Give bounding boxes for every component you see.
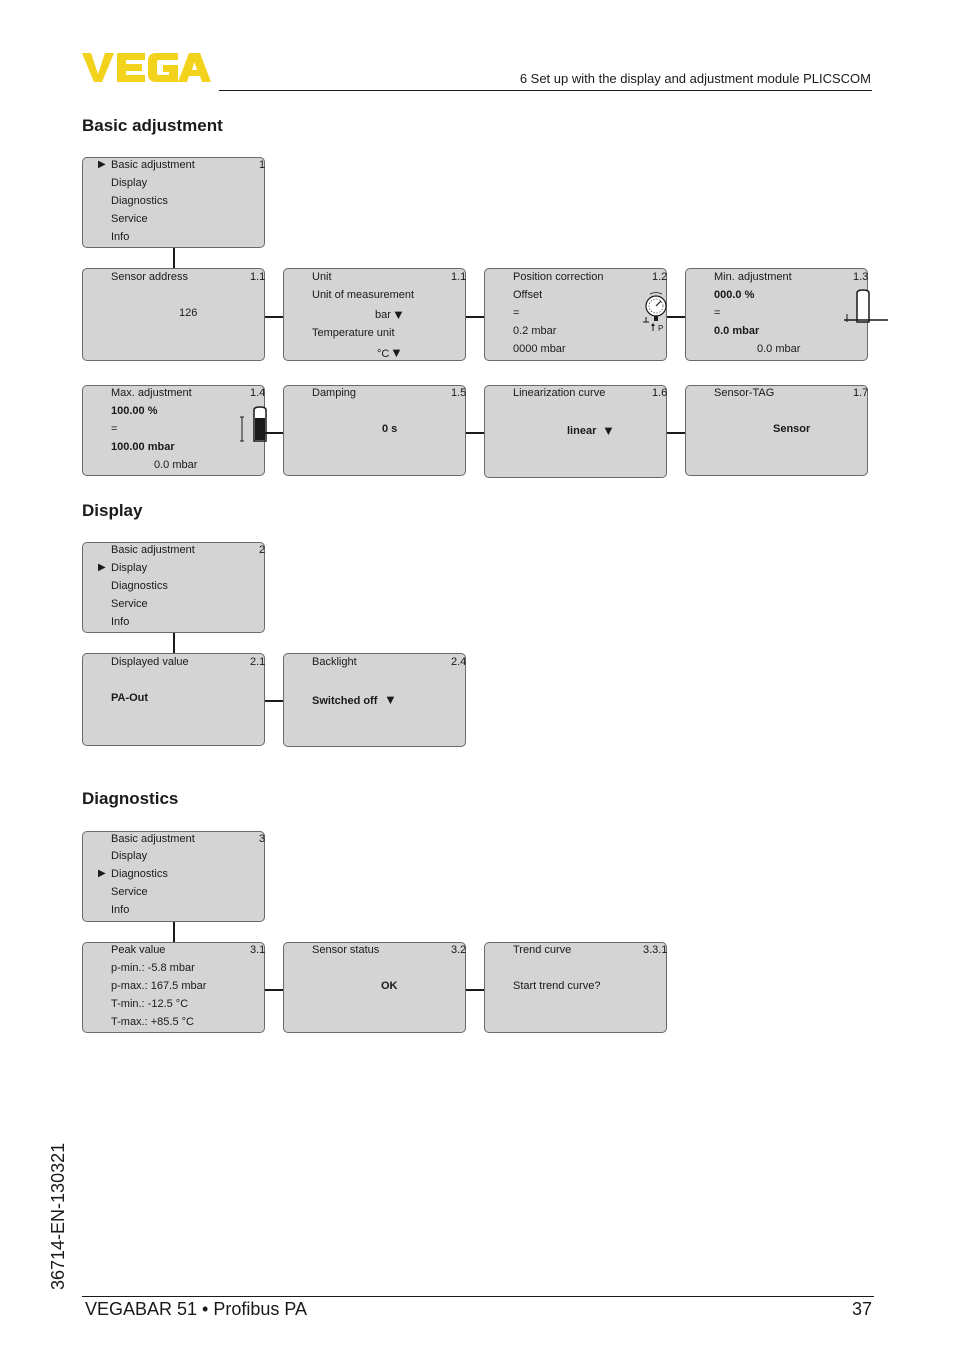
connector bbox=[466, 989, 485, 991]
box-title: Max. adjustment bbox=[111, 387, 192, 399]
connector bbox=[173, 248, 175, 269]
box-title: Displayed value bbox=[111, 656, 189, 668]
temp-unit-value: °C bbox=[377, 348, 390, 360]
unit-label: Unit of measurement bbox=[312, 289, 415, 301]
box-title: Peak value bbox=[111, 944, 166, 956]
box-number: 1.1 bbox=[250, 271, 266, 283]
menu-item: Info bbox=[111, 904, 130, 916]
menu-item: Service bbox=[111, 598, 148, 610]
menu-box-basic[interactable] bbox=[82, 157, 265, 248]
box-trend-curve[interactable] bbox=[484, 942, 667, 1033]
box-title: Damping bbox=[312, 387, 357, 399]
box-title: Sensor status bbox=[312, 944, 380, 956]
trend-prompt: Start trend curve? bbox=[513, 980, 601, 992]
connector bbox=[173, 922, 175, 943]
equals-sign: = bbox=[111, 423, 118, 435]
box-number: 3.3.1 bbox=[643, 944, 668, 956]
dropdown-icon: ▼ bbox=[384, 692, 397, 707]
box-number: 3.1 bbox=[250, 944, 266, 956]
box-title: Unit bbox=[312, 271, 332, 283]
box-number: 1.7 bbox=[853, 387, 869, 399]
box-title: Linearization curve bbox=[513, 387, 606, 399]
peak-line: T-min.: -12.5 °C bbox=[111, 998, 189, 1010]
menu-number: 2 bbox=[259, 544, 266, 556]
menu-number: 3 bbox=[259, 833, 266, 845]
peak-line: p-max.: 167.5 mbar bbox=[111, 980, 207, 992]
connector bbox=[265, 316, 284, 318]
address-value: 126 bbox=[179, 307, 198, 319]
menu-item: Diagnostics bbox=[111, 580, 168, 592]
document-number: 36714-EN-130321 bbox=[48, 1142, 68, 1290]
box-title: Min. adjustment bbox=[714, 271, 792, 283]
peak-line: T-max.: +85.5 °C bbox=[111, 1016, 194, 1028]
page-number: 37 bbox=[851, 1299, 872, 1319]
box-number: 2.1 bbox=[250, 656, 266, 668]
box-sensor-tag[interactable] bbox=[685, 385, 868, 476]
menu-item: Info bbox=[111, 231, 130, 243]
menu-item: Diagnostics bbox=[111, 195, 168, 207]
menu-item: Basic adjustment bbox=[111, 159, 195, 171]
connector bbox=[173, 633, 175, 654]
menu-item: Diagnostics bbox=[111, 868, 168, 880]
menu-item: Info bbox=[111, 616, 130, 628]
box-number: 1.4 bbox=[250, 387, 266, 399]
menu-item: Service bbox=[111, 213, 148, 225]
menu-item: Basic adjustment bbox=[111, 833, 195, 845]
box-peak-value[interactable] bbox=[82, 942, 265, 1033]
pointer-icon: ▶ bbox=[98, 868, 106, 879]
menu-item: Display bbox=[111, 562, 148, 574]
menu-number: 1 bbox=[259, 159, 266, 171]
connector bbox=[667, 432, 686, 434]
connector bbox=[667, 316, 686, 318]
chapter-title: 6 Set up with the display and adjustment module PLICSCOM bbox=[519, 71, 871, 86]
box-title: Trend curve bbox=[513, 944, 572, 956]
box-min-adjustment[interactable] bbox=[685, 268, 868, 361]
connector bbox=[265, 700, 284, 702]
box-number: 1.2 bbox=[652, 271, 668, 283]
box-sensor-address[interactable] bbox=[82, 268, 265, 361]
pointer-icon: ▶ bbox=[98, 159, 106, 170]
dropdown-icon: ▼ bbox=[390, 345, 403, 360]
connector bbox=[466, 432, 485, 434]
sensor-tag-value: Sensor bbox=[773, 423, 811, 435]
unit-value: bar bbox=[375, 309, 391, 321]
status-value: OK bbox=[381, 980, 398, 992]
temp-unit-label: Temperature unit bbox=[312, 327, 395, 339]
max-value-2: 0.0 mbar bbox=[154, 459, 198, 471]
box-number: 1.1 bbox=[451, 271, 467, 283]
box-title: Sensor-TAG bbox=[714, 387, 775, 399]
box-number: 2.4 bbox=[451, 656, 467, 668]
menu-item: Basic adjustment bbox=[111, 544, 195, 556]
linearization-value: linear bbox=[567, 425, 597, 437]
box-sensor-status[interactable] bbox=[283, 942, 466, 1033]
max-value: 100.00 mbar bbox=[111, 441, 175, 453]
section-title-display: Display bbox=[82, 501, 143, 520]
box-number: 1.3 bbox=[853, 271, 869, 283]
connector bbox=[265, 989, 284, 991]
box-backlight[interactable] bbox=[283, 653, 466, 747]
menu-box-display[interactable] bbox=[82, 542, 265, 633]
equals-sign: = bbox=[513, 307, 520, 319]
box-position-correction[interactable] bbox=[484, 268, 667, 361]
pointer-icon: ▶ bbox=[98, 562, 106, 573]
menu-box-diagnostics[interactable] bbox=[82, 831, 265, 922]
box-number: 1.6 bbox=[652, 387, 668, 399]
menu-item: Display bbox=[111, 177, 148, 189]
damping-value: 0 s bbox=[382, 423, 398, 435]
dropdown-icon: ▼ bbox=[392, 307, 405, 322]
offset-value: 0.2 mbar bbox=[513, 325, 557, 337]
box-damping[interactable] bbox=[283, 385, 466, 476]
peak-line: p-min.: -5.8 mbar bbox=[111, 962, 195, 974]
offset-value-2: 0000 mbar bbox=[513, 343, 566, 355]
box-linearization[interactable] bbox=[484, 385, 667, 478]
box-number: 1.5 bbox=[451, 387, 467, 399]
max-percent: 100.00 % bbox=[111, 405, 158, 417]
menu-item: Display bbox=[111, 850, 148, 862]
dropdown-icon: ▼ bbox=[602, 423, 615, 438]
box-title: Backlight bbox=[312, 656, 357, 668]
box-max-adjustment[interactable] bbox=[82, 385, 265, 476]
box-number: 3.2 bbox=[451, 944, 467, 956]
box-displayed-value[interactable] bbox=[82, 653, 265, 746]
connector bbox=[466, 316, 485, 318]
footer-product: VEGABAR 51 • Profibus PA bbox=[85, 1299, 308, 1319]
displayed-value: PA-Out bbox=[111, 692, 149, 704]
min-percent: 000.0 % bbox=[714, 289, 755, 301]
menu-item: Service bbox=[111, 886, 148, 898]
gauge-p-label: P bbox=[658, 324, 664, 333]
vega-logo bbox=[82, 50, 212, 89]
vessel-full-icon bbox=[240, 406, 284, 449]
header-rule bbox=[219, 90, 872, 91]
section-title-diagnostics: Diagnostics bbox=[82, 789, 179, 808]
backlight-value: Switched off bbox=[312, 695, 378, 707]
min-value: 0.0 mbar bbox=[714, 325, 760, 337]
min-value-2: 0.0 mbar bbox=[757, 343, 801, 355]
footer-rule bbox=[82, 1296, 874, 1297]
box-title: Sensor address bbox=[111, 271, 189, 283]
box-unit[interactable] bbox=[283, 268, 466, 361]
section-title-basic: Basic adjustment bbox=[82, 116, 223, 135]
equals-sign: = bbox=[714, 307, 721, 319]
connector bbox=[265, 432, 284, 434]
offset-label: Offset bbox=[513, 289, 543, 301]
vessel-empty-icon bbox=[844, 289, 889, 332]
box-title: Position correction bbox=[513, 271, 604, 283]
